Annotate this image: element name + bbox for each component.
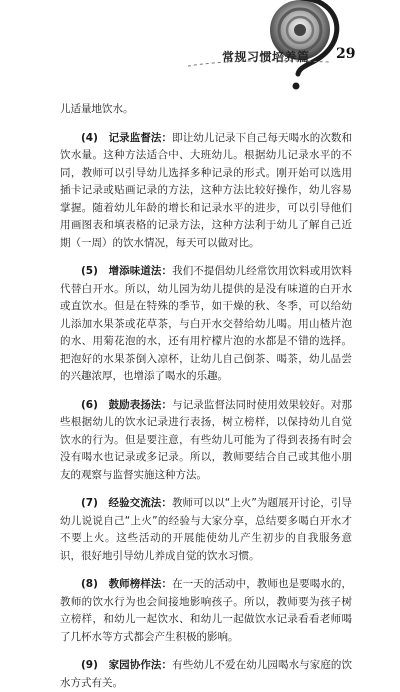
- method-recording-supervision: [60, 130, 352, 253]
- method-heading: (9) 家园协作法：: [81, 659, 173, 671]
- method-teacher-model: [60, 576, 352, 646]
- paragraph-continuation: [60, 101, 352, 119]
- paragraph-text: 儿适量地饮水。: [60, 103, 134, 115]
- section-title: 常规习惯培养篇: [222, 50, 310, 64]
- article-body: [60, 101, 352, 692]
- paragraph-text: 在一天的活动中，教师也是要喝水的，教师的饮水行为也会间接地影响孩子。所以，教师要为孩子树立榜样，和幼儿一起饮水、和幼儿一起做饮水记录看看老师喝了几杯水等方式都会产生积极的影响。: [60, 578, 353, 643]
- paragraph-text: 有些幼儿不爱在幼儿园喝水与家庭的饮水方式有关。: [60, 659, 353, 689]
- method-add-flavor: [60, 263, 352, 386]
- paragraph-text: 我们不提倡幼儿经常饮用饮料或用饮料代替白开水。所以，幼儿园为幼儿提供的是没有味道的白开水或直饮水。但是在特殊的季节，如干燥的秋、冬季，可以给幼儿添加水果茶或花草茶，与白开水交替给幼儿喝。用山楂片泡的水、用菊花泡的水，还有用柠檬片泡的水都是不错的选择。把泡好的水果茶倒入凉杯，让幼儿自己倒茶、喝茶，幼儿品尝的兴趣浓厚，也增添了喝水的乐趣。: [60, 265, 353, 382]
- page-header: [0, 0, 400, 95]
- page-number: 29: [336, 46, 356, 62]
- method-encourage-praise: [60, 397, 352, 485]
- method-heading: (6) 鼓励表扬法：: [81, 398, 173, 411]
- paragraph-text: 教师可以以“上火”为题展开讨论，引导幼儿说说自己“上火”的经验与大家分享，总结要多喝白开水才不要上火。这些活动的开展能使幼儿产生初步的自我服务意识，很好地引导幼儿养成自觉的饮水习惯。: [60, 497, 352, 562]
- method-home-cooperation: [60, 657, 352, 692]
- method-heading: (5) 增添味道法：: [81, 265, 173, 277]
- method-heading: (4) 记录监督法：: [81, 131, 173, 144]
- method-heading: (8) 教师榜样法：: [81, 578, 173, 590]
- paragraph-text: 与记录监督法同时使用效果较好。对那些根据幼儿的饮水记录进行表扬，树立榜样，以保持幼儿自觉饮水的行为。但是要注意，有些幼儿可能为了得到表扬有时会没有喝水也记录或多记录。所以，教师要结合自己或其他小朋友的观察与监督实施这种方法。: [60, 398, 353, 481]
- method-experience-exchange: [60, 495, 352, 565]
- method-heading: (7) 经验交流法：: [81, 497, 172, 509]
- paragraph-text: 即让幼儿记录下自己每天喝水的次数和饮水量。这种方法适合中、大班幼儿。根据幼儿记录水平的不同，教师可以引导幼儿选择多种记录的形式。刚开始可以选用插卡记录或贴画记录的方法，这种方法比较好操作，幼儿容易掌握。随着幼儿年龄的增长和记录水平的进步，可以引导他们用画图表和填表格的记录方法，这种方法利于幼儿了解自己近期（一周）的饮水情况，每天可以做对比。: [60, 131, 353, 249]
